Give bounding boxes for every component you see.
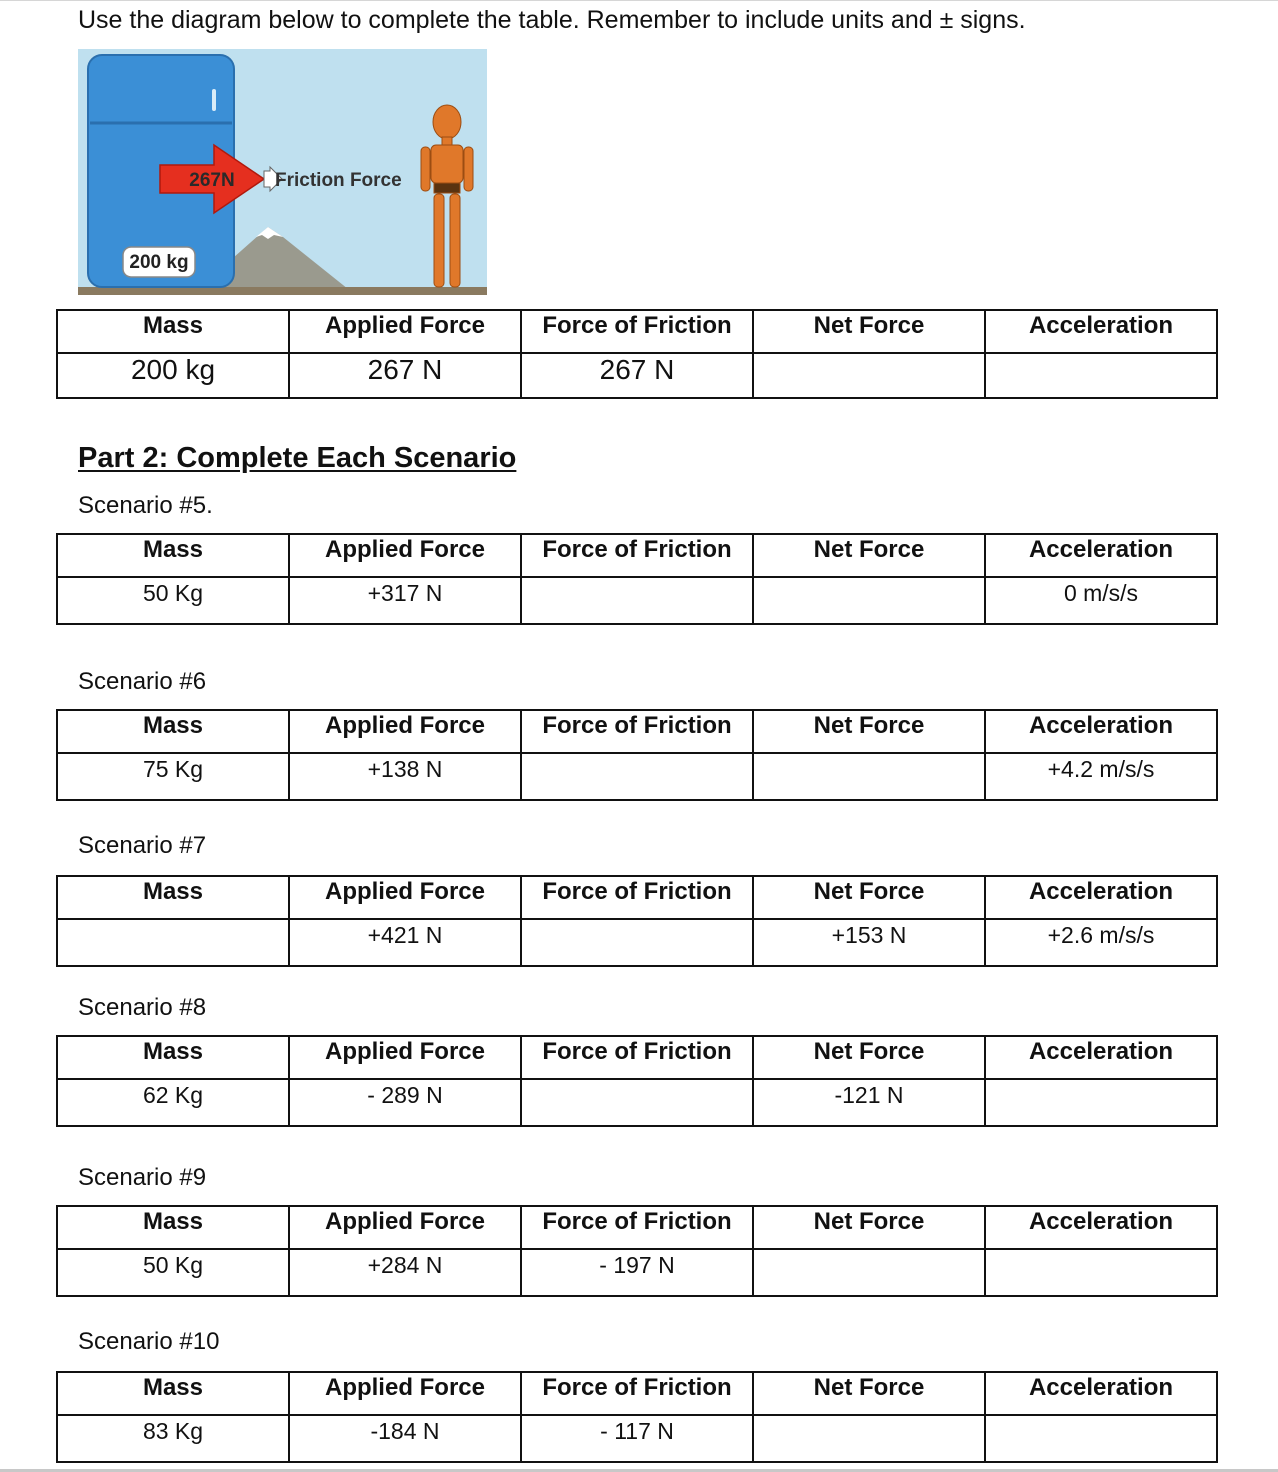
cell-applied-force: +284 N [289,1249,521,1296]
table-row [57,919,1217,966]
mass-label: 200 kg [129,252,189,273]
ground-strip [78,287,487,295]
cell-force-of-friction[interactable] [521,919,753,966]
table-header-row [57,1206,1217,1249]
scenario-5-table [56,533,1218,625]
header-force-of-friction: Force of Friction [521,710,753,753]
scenario-8-label: Scenario #8 [78,994,207,1021]
header-net-force: Net Force [753,1036,985,1079]
cell-acceleration[interactable] [985,353,1217,398]
cell-mass: 62 Kg [57,1079,289,1126]
table-row [57,753,1217,800]
part2-heading: Part 2: Complete Each Scenario [78,442,517,474]
table-header-row [57,1036,1217,1079]
cell-acceleration: +2.6 m/s/s [985,919,1217,966]
header-force-of-friction: Force of Friction [521,1372,753,1415]
table-row [57,1079,1217,1126]
header-acceleration: Acceleration [985,1036,1217,1079]
header-acceleration: Acceleration [985,1206,1217,1249]
header-acceleration: Acceleration [985,534,1217,577]
cell-acceleration[interactable] [985,1079,1217,1126]
cell-applied-force: - 289 N [289,1079,521,1126]
cell-applied-force: +317 N [289,577,521,624]
table-row [57,577,1217,624]
header-force-of-friction: Force of Friction [521,1206,753,1249]
header-acceleration: Acceleration [985,876,1217,919]
header-mass: Mass [57,710,289,753]
header-applied-force: Applied Force [289,1372,521,1415]
cell-net-force: -121 N [753,1079,985,1126]
table-row [57,1249,1217,1296]
cell-net-force: +153 N [753,919,985,966]
header-net-force: Net Force [753,710,985,753]
header-applied-force: Applied Force [289,710,521,753]
cell-net-force[interactable] [753,1249,985,1296]
header-applied-force: Applied Force [289,876,521,919]
cell-mass: 75 Kg [57,753,289,800]
scenario-10-label: Scenario #10 [78,1328,220,1355]
cell-acceleration[interactable] [985,1249,1217,1296]
cell-acceleration: 0 m/s/s [985,577,1217,624]
cell-mass: 200 kg [57,353,289,398]
cell-mass[interactable] [57,919,289,966]
cell-net-force[interactable] [753,353,985,398]
cell-applied-force: 267 N [289,353,521,398]
cell-force-of-friction: - 117 N [521,1415,753,1462]
cell-acceleration[interactable] [985,1415,1217,1462]
scenario-8-table [56,1035,1218,1127]
header-acceleration: Acceleration [985,710,1217,753]
header-acceleration: Acceleration [985,310,1217,353]
header-net-force: Net Force [753,534,985,577]
cell-force-of-friction[interactable] [521,753,753,800]
scenario-9-label: Scenario #9 [78,1164,207,1191]
scenario-9-table [56,1205,1218,1297]
cell-acceleration: +4.2 m/s/s [985,753,1217,800]
cell-applied-force: +421 N [289,919,521,966]
header-mass: Mass [57,534,289,577]
header-applied-force: Applied Force [289,1036,521,1079]
cell-force-of-friction[interactable] [521,577,753,624]
scenario-5-label: Scenario #5. [78,492,213,519]
table-header-row [57,534,1217,577]
header-force-of-friction: Force of Friction [521,1036,753,1079]
header-acceleration: Acceleration [985,1372,1217,1415]
cell-net-force[interactable] [753,577,985,624]
table-header-row [57,310,1217,353]
header-mass: Mass [57,1036,289,1079]
refrigerator-handle [212,89,216,111]
force-diagram-illustration [78,49,487,295]
cell-mass: 50 Kg [57,1249,289,1296]
header-applied-force: Applied Force [289,534,521,577]
scenario-7-label: Scenario #7 [78,832,207,859]
header-net-force: Net Force [753,310,985,353]
cell-applied-force: +138 N [289,753,521,800]
cell-force-of-friction: 267 N [521,353,753,398]
header-applied-force: Applied Force [289,1206,521,1249]
header-mass: Mass [57,1206,289,1249]
header-force-of-friction: Force of Friction [521,310,753,353]
header-mass: Mass [57,876,289,919]
cell-net-force[interactable] [753,753,985,800]
table-row [57,1415,1217,1462]
header-net-force: Net Force [753,1372,985,1415]
scenario-10-table [56,1371,1218,1463]
scenario-6-label: Scenario #6 [78,668,207,695]
friction-force-label: Friction Force [275,170,402,191]
header-applied-force: Applied Force [289,310,521,353]
cell-force-of-friction: - 197 N [521,1249,753,1296]
table-header-row [57,1372,1217,1415]
header-mass: Mass [57,310,289,353]
table-header-row [57,710,1217,753]
cell-applied-force: -184 N [289,1415,521,1462]
cell-mass: 50 Kg [57,577,289,624]
cell-mass: 83 Kg [57,1415,289,1462]
table-header-row [57,876,1217,919]
applied-force-label: 267N [189,170,235,191]
scenario-7-table [56,875,1218,967]
cell-net-force[interactable] [753,1415,985,1462]
header-mass: Mass [57,1372,289,1415]
header-net-force: Net Force [753,1206,985,1249]
header-net-force: Net Force [753,876,985,919]
header-force-of-friction: Force of Friction [521,534,753,577]
instructions-text: Use the diagram below to complete the table. Remember to include units and ± signs. [78,6,1026,34]
header-force-of-friction: Force of Friction [521,876,753,919]
part1-table [56,309,1218,399]
top-divider [0,0,1278,1]
cell-force-of-friction[interactable] [521,1079,753,1126]
scenario-6-table [56,709,1218,801]
force-diagram [78,49,487,295]
table-row [57,353,1217,398]
